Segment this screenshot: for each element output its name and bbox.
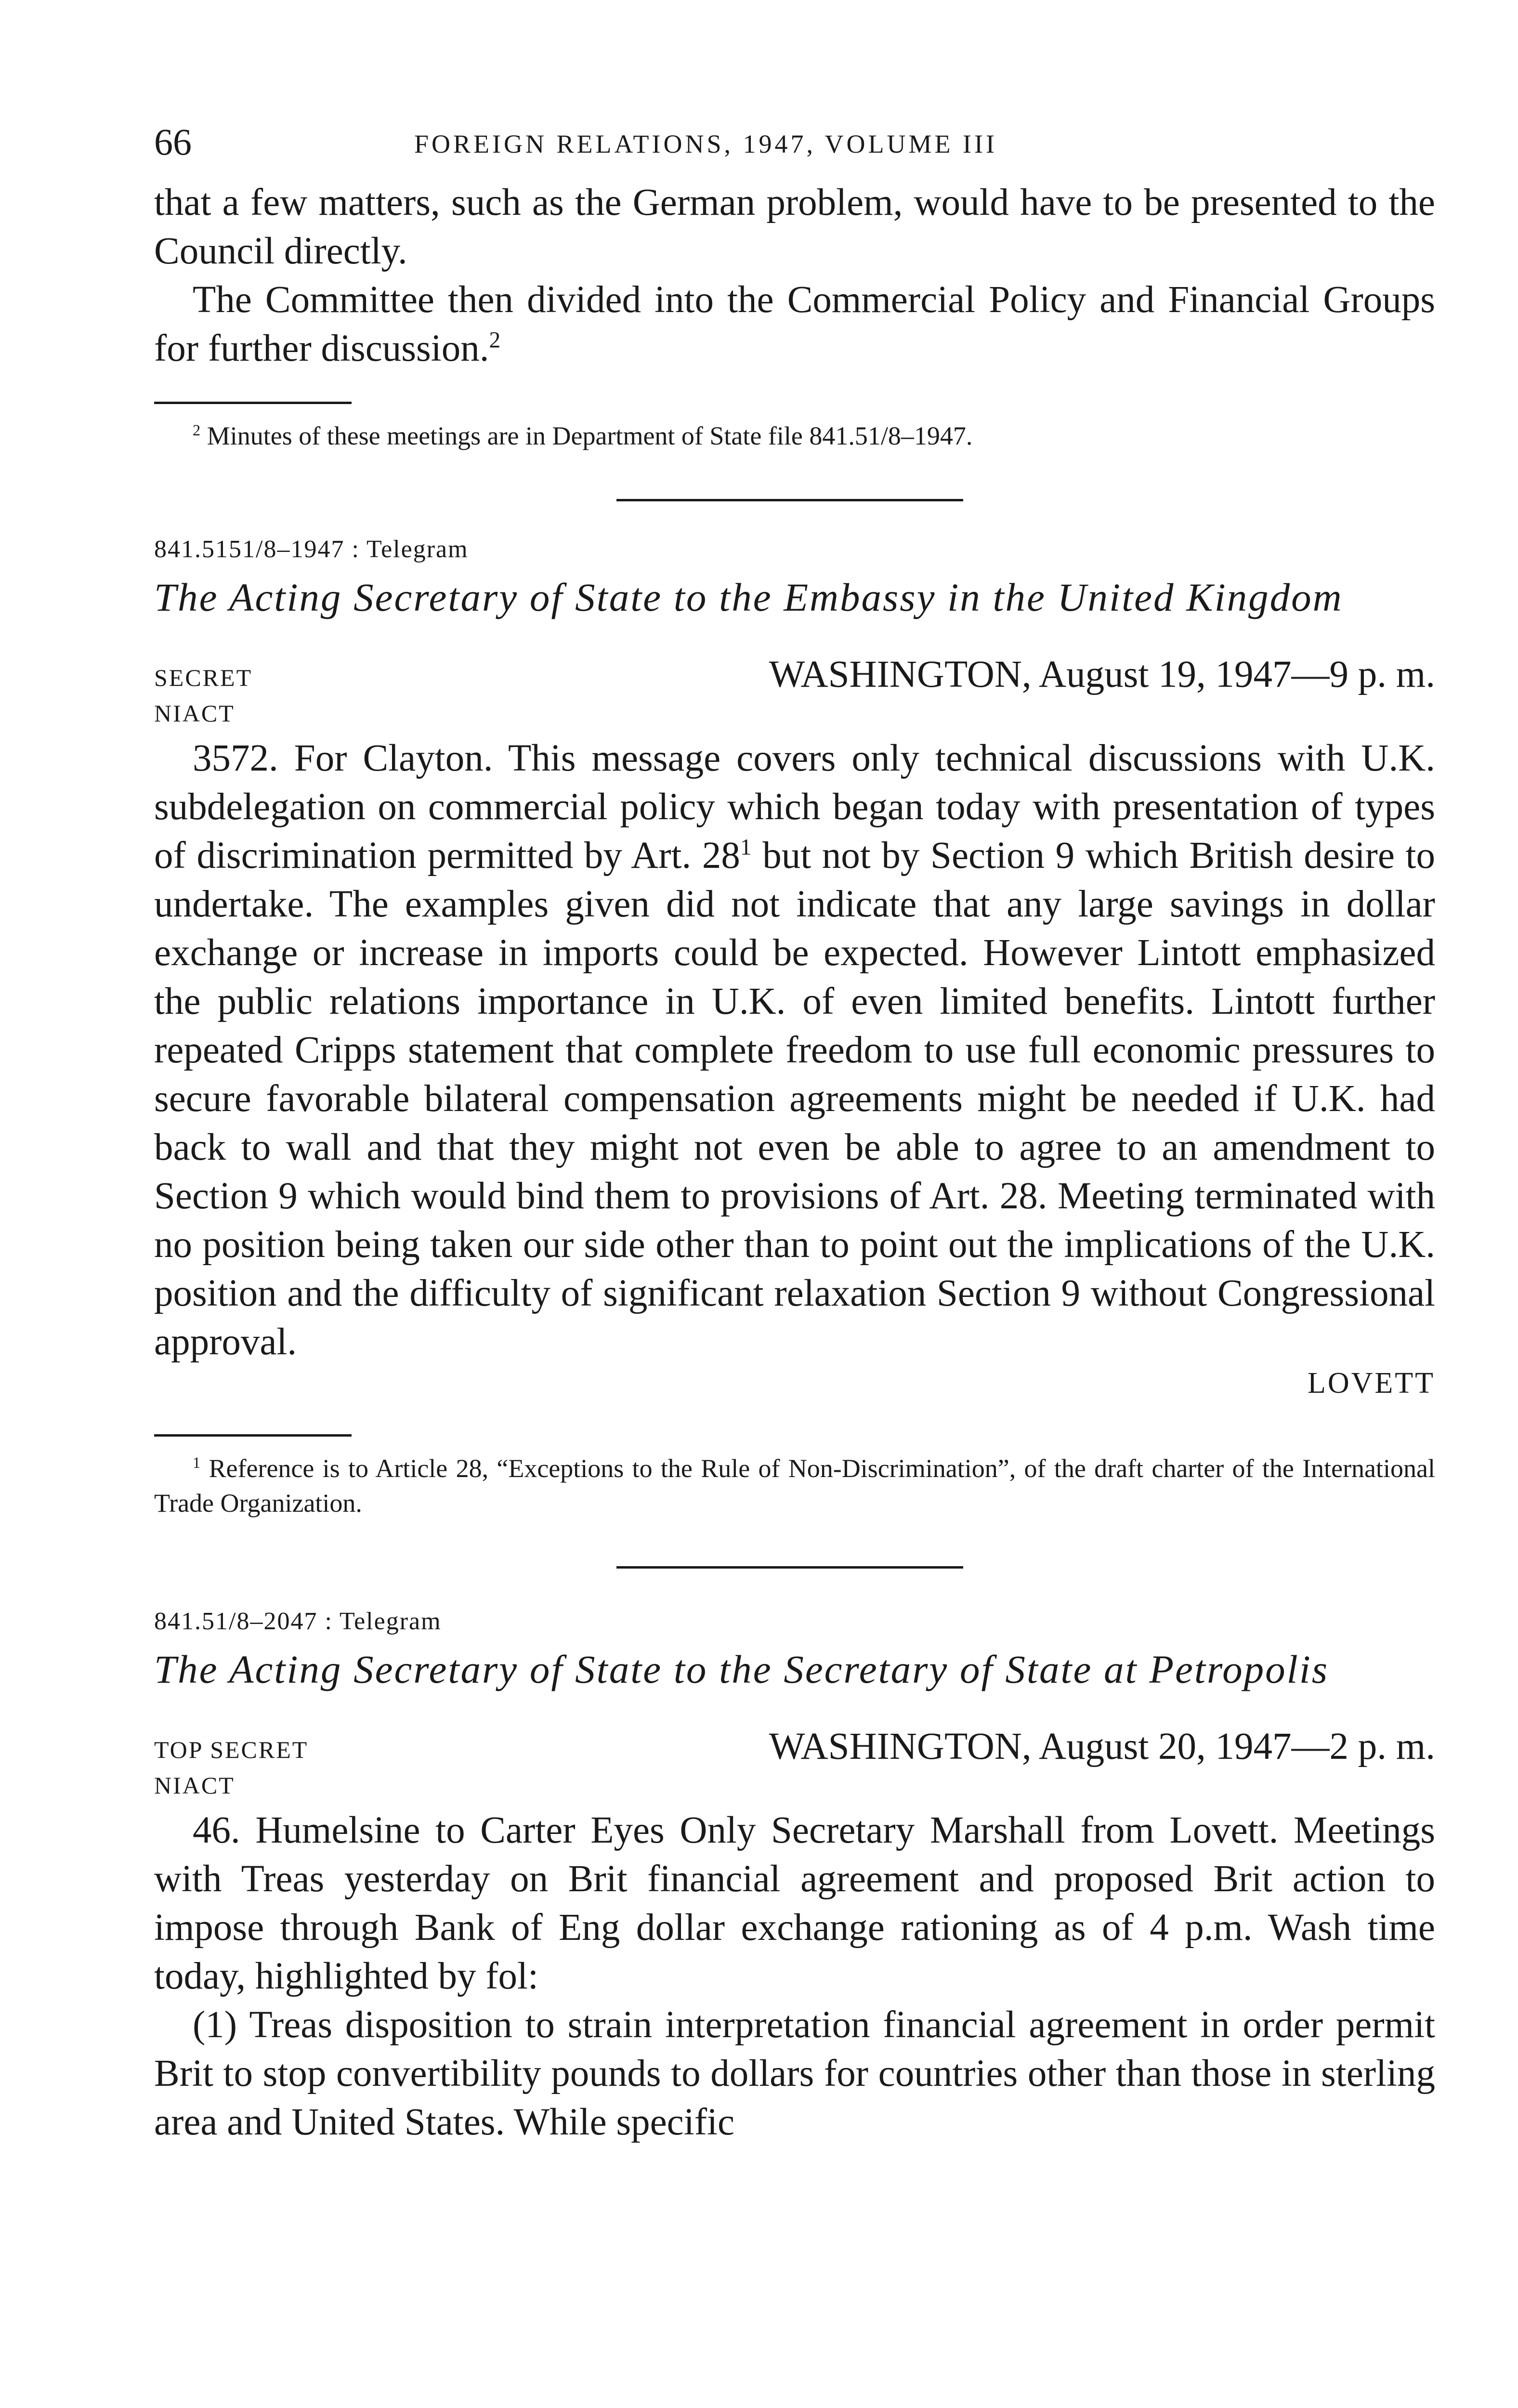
signature: LOVETT bbox=[1307, 1367, 1435, 1400]
paragraph-text: The Committee then divided into the Commercial Policy and Financial Groups for further discussion. bbox=[154, 279, 1435, 369]
continuation-paragraph: that a few matters, such as the German problem, would have to be presented to the Council directly. bbox=[154, 182, 1435, 272]
telegram-body-2: (1) Treas disposition to strain interpretation financial agreement in order permit Brit to stop convertibility pounds to dollars for countries other than those in sterling area and United States. While specific bbox=[154, 2004, 1435, 2143]
running-header bbox=[154, 120, 1435, 178]
classification: SECRET bbox=[154, 664, 253, 691]
document-title: The Acting Secretary of State to the Secretary of State at Petropolis bbox=[154, 1647, 1329, 1691]
footnote-marker: 2 bbox=[489, 327, 501, 353]
telegram-body bbox=[154, 734, 1435, 1366]
document-page bbox=[154, 120, 1435, 2146]
classification: TOP SECRET bbox=[154, 1736, 309, 1763]
body-text-continued: but not by Section 9 which British desire to undertake. The examples given did not indicate that any large savings in dollar exchange or increase in imports could be expected. However Lintott emphasized the public relations importance in U.K. of even limited benefits. Lintott further repeated Cripps statement that complete freedom to use full economic pressures to secure favorable bilateral compensation agreements might be needed if U.K. had back to wall and that they might not even be able to agree to an amendment to Section 9 which would bind them to provisions of Art. 28. Meeting terminated with no position being taken our side other than to point out the implications of the U.K. position and the difficulty of significant relaxation Section 9 without Congressional approval. bbox=[154, 835, 1435, 1363]
file-reference: 841.5151/8–1947 : Telegram bbox=[154, 536, 469, 563]
footnote bbox=[154, 1451, 1435, 1520]
document-title: The Acting Secretary of State to the Embassy in the United Kingdom bbox=[154, 575, 1343, 619]
dateline: WASHINGTON, August 20, 1947—2 p. m. bbox=[769, 1726, 1435, 1767]
file-reference: 841.51/8–2047 : Telegram bbox=[154, 1608, 442, 1635]
channel-indicator: NIACT bbox=[154, 700, 235, 727]
footnote-number: 2 bbox=[193, 422, 201, 439]
body-text: 3572. For Clayton. This message covers only technical discussions with U.K. subdelegation on commercial policy which began today with presentation of types of discrimination permitted by Art. 28 bbox=[154, 737, 1435, 877]
page-number: 66 bbox=[154, 121, 192, 163]
running-title: FOREIGN RELATIONS, 1947, VOLUME III bbox=[414, 130, 997, 158]
footnote-text: Reference is to Article 28, “Exceptions to the Rule of Non-Discrimination”, of the draft charter of the International Trade Organization. bbox=[154, 1454, 1436, 1518]
footnote-text: Minutes of these meetings are in Department of State file 841.51/8–1947. bbox=[207, 421, 973, 450]
footnote bbox=[154, 419, 1435, 453]
dateline-row bbox=[154, 1720, 1435, 1768]
dateline: WASHINGTON, August 19, 1947—9 p. m. bbox=[769, 654, 1435, 695]
dateline-row bbox=[154, 648, 1435, 696]
channel-indicator: NIACT bbox=[154, 1772, 235, 1799]
telegram-body: 46. Humelsine to Carter Eyes Only Secretary Marshall from Lovett. Meetings with Treas yesterday on Brit financial agreement and proposed Brit action to impose through Bank of Eng dollar exchange rationing as of 4 p.m. Wash time today, highlighted by fol: bbox=[154, 1809, 1435, 1997]
footnote-number: 1 bbox=[193, 1454, 201, 1472]
footnote-marker: 1 bbox=[740, 835, 752, 860]
continuation-paragraph-2 bbox=[154, 275, 1435, 373]
